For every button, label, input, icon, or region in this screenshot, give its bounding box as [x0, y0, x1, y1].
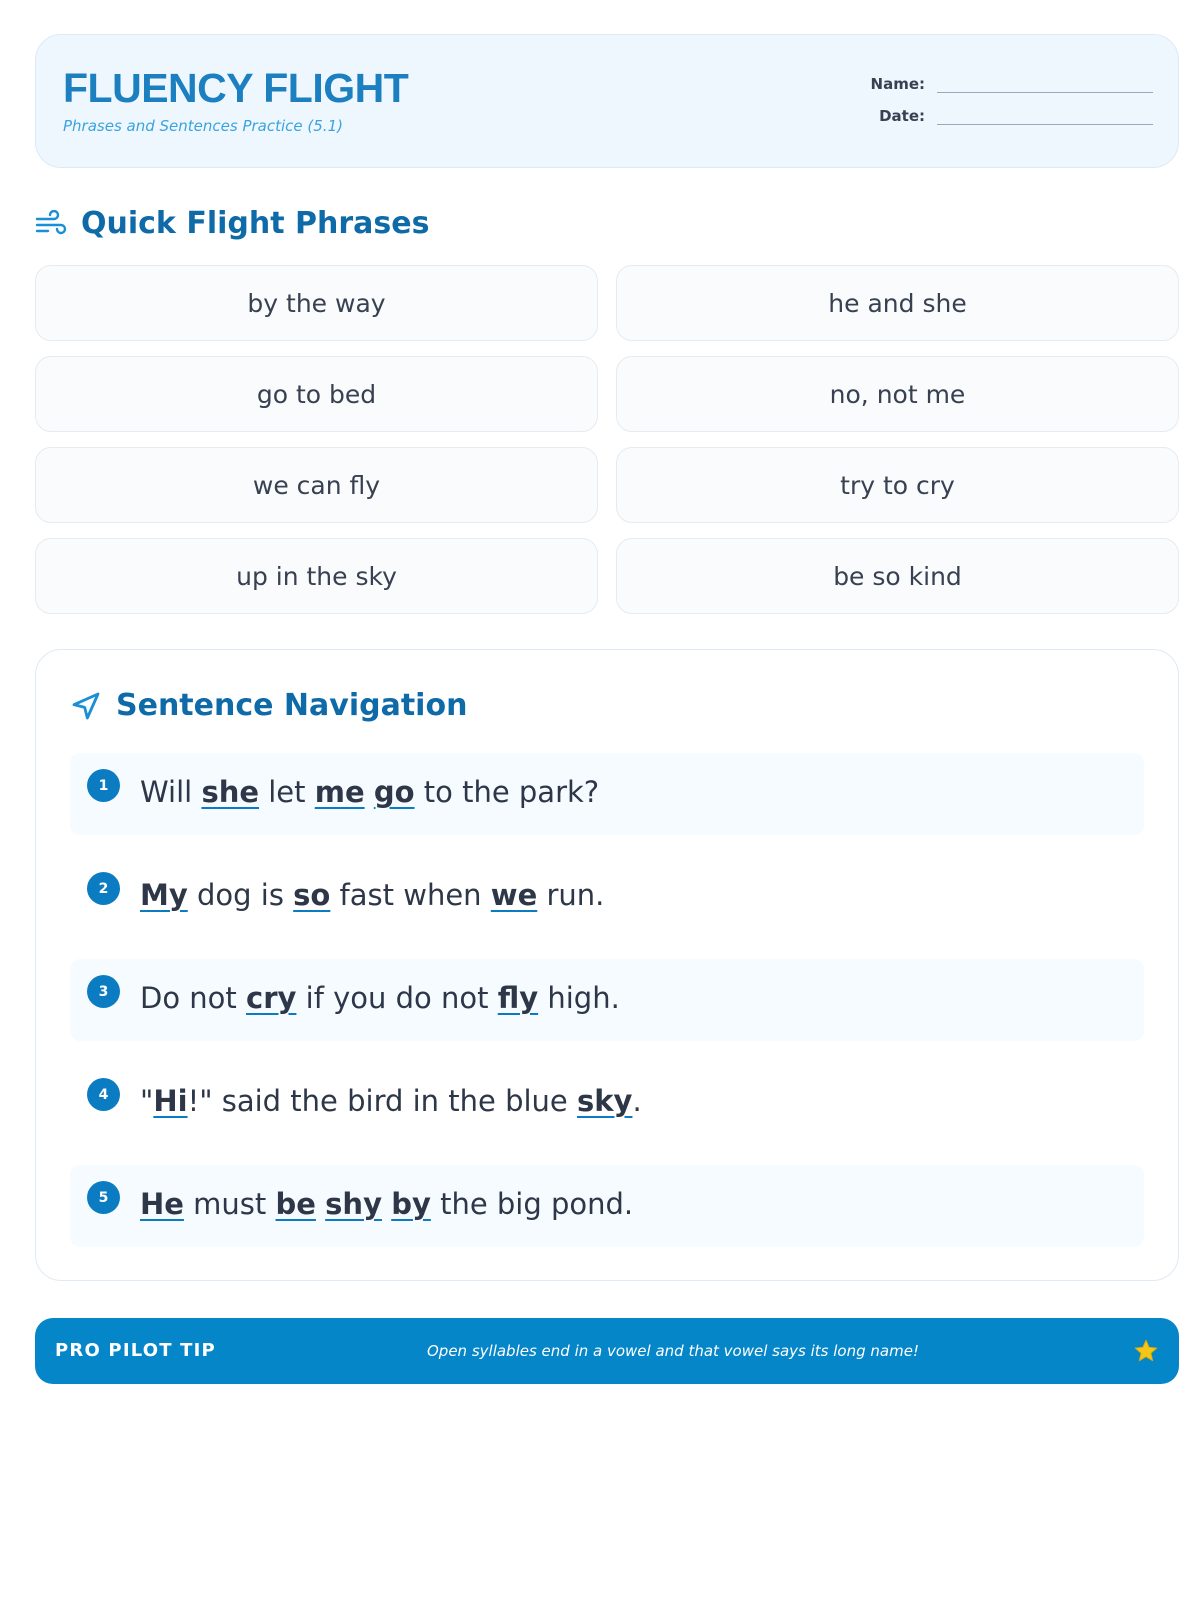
navigation-title: Sentence Navigation [116, 688, 468, 723]
phrase-card: he and she [616, 265, 1179, 341]
highlighted-word: be [275, 1187, 316, 1221]
number-badge: 5 [87, 1181, 120, 1214]
sentence-text [140, 775, 599, 809]
highlighted-word: My [140, 878, 188, 912]
tip-label: PRO PILOT TIP [55, 1340, 216, 1361]
highlighted-word: me [314, 775, 365, 809]
phrase-card: we can fly [35, 447, 598, 523]
number-badge: 4 [87, 1078, 120, 1111]
date-field[interactable] [879, 107, 1153, 125]
highlighted-word: fly [497, 981, 539, 1015]
number-badge: 1 [87, 769, 120, 802]
phrase-card: be so kind [616, 538, 1179, 614]
phrases-title: Quick Flight Phrases [81, 206, 430, 241]
phrases-grid [35, 265, 1179, 614]
sentence-fragment: to the park? [414, 775, 600, 809]
page-title: FLUENCY FLIGHT [63, 65, 409, 111]
tip-text: Open syllables end in a vowel and that vowel says its long name! [427, 1342, 919, 1360]
sentence-row [70, 1062, 1144, 1144]
navigation-heading [70, 688, 467, 723]
highlighted-word: go [373, 775, 415, 809]
sentence-row [70, 753, 1144, 835]
number-badge: 2 [87, 872, 120, 905]
highlighted-word: shy [325, 1187, 382, 1221]
sentence-fragment: let [259, 775, 315, 809]
pro-pilot-tip-bar [35, 1318, 1179, 1384]
highlighted-word: cry [246, 981, 297, 1015]
sentence-fragment: . [632, 1084, 642, 1118]
highlighted-word: by [391, 1187, 431, 1221]
sentence-row [70, 856, 1144, 938]
sentence-text [140, 1084, 642, 1118]
sentence-fragment [365, 775, 374, 809]
sentence-fragment: the big pond. [430, 1187, 634, 1221]
highlighted-word: Hi [153, 1084, 188, 1118]
phrase-card: up in the sky [35, 538, 598, 614]
highlighted-word: she [201, 775, 260, 809]
sentence-fragment: " [140, 1084, 154, 1118]
name-label: Name: [870, 75, 925, 93]
highlighted-word: sky [577, 1084, 633, 1118]
page-subtitle: Phrases and Sentences Practice (5.1) [63, 117, 343, 135]
sentence-fragment: !" said the bird in the blue [187, 1084, 577, 1118]
phrase-card: try to cry [616, 447, 1179, 523]
date-label: Date: [879, 107, 925, 125]
sentence-fragment: if you do not [296, 981, 498, 1015]
sentence-fragment [316, 1187, 325, 1221]
sentence-fragment: Do not [140, 981, 247, 1015]
sentence-fragment: dog is [187, 878, 294, 912]
sentence-list [70, 753, 1144, 1268]
sentence-fragment: must [183, 1187, 276, 1221]
name-line[interactable] [937, 75, 1153, 93]
sentence-fragment: Will [140, 775, 202, 809]
star-icon [1133, 1338, 1159, 1364]
phrases-heading [35, 206, 429, 241]
sentence-fragment [382, 1187, 391, 1221]
sentence-fragment: run. [537, 878, 605, 912]
highlighted-word: we [490, 878, 538, 912]
sentence-text [140, 981, 620, 1015]
worksheet-header [35, 34, 1179, 168]
wind-icon [35, 210, 67, 238]
number-badge: 3 [87, 975, 120, 1008]
paper-plane-icon [70, 690, 102, 722]
highlighted-word: so [293, 878, 331, 912]
sentence-text [140, 1187, 633, 1221]
phrase-card: no, not me [616, 356, 1179, 432]
name-field[interactable] [871, 75, 1153, 93]
highlighted-word: He [140, 1187, 184, 1221]
sentence-navigation-panel [35, 649, 1179, 1281]
sentence-row [70, 959, 1144, 1041]
phrase-card: by the way [35, 265, 598, 341]
sentence-text [140, 878, 604, 912]
date-line[interactable] [937, 107, 1153, 125]
sentence-row [70, 1165, 1144, 1247]
sentence-fragment: high. [538, 981, 620, 1015]
sentence-fragment: fast when [330, 878, 491, 912]
phrase-card: go to bed [35, 356, 598, 432]
